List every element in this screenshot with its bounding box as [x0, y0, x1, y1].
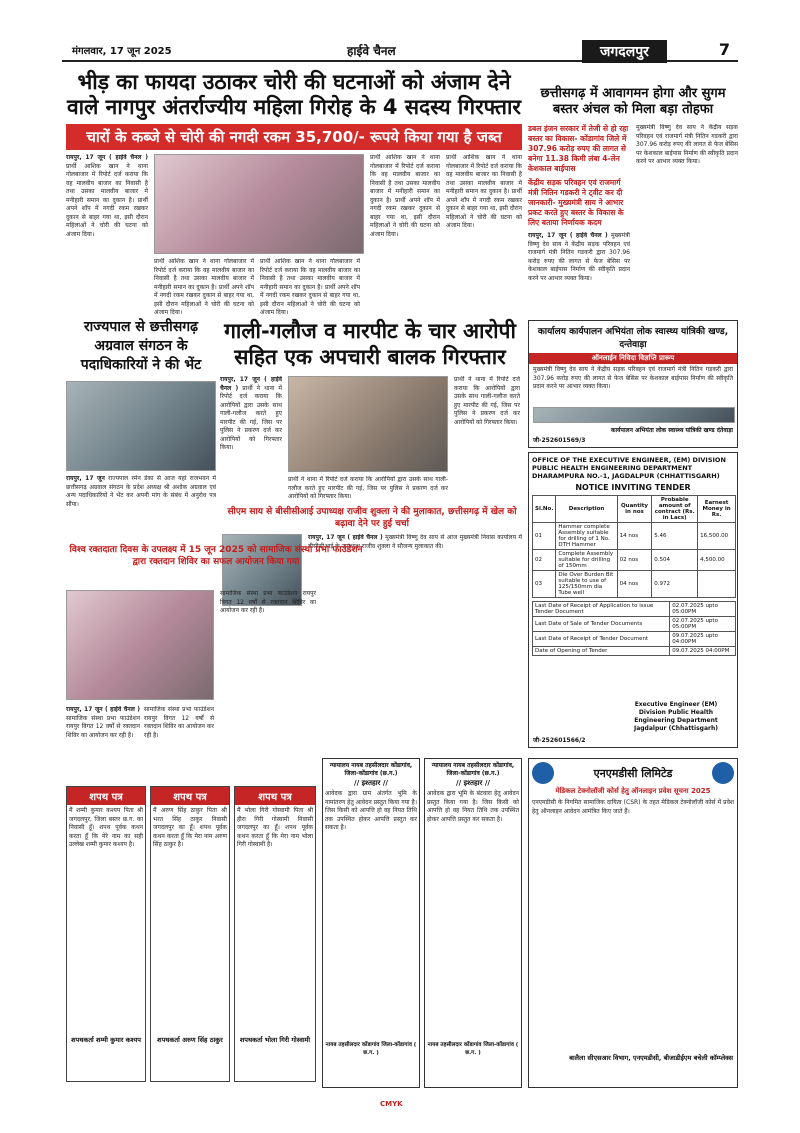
- story2-headline: छत्तीसगढ़ में आवागमन होगा और सुगम बस्तर अंचल को मिला बड़ा तोहफा: [540, 86, 726, 117]
- story5-dateline: रायपुर, 17 जून ( हाईवे चैनल ): [308, 534, 383, 541]
- tender1-office: कार्यालय कार्यपालन अभियंता लोक स्वास्थ्य यांत्रिकी खण्ड, दन्तेवाड़ा: [537, 327, 729, 350]
- notice-1-body: आवेदक द्वारा ग्राम अंतर्गत भूमि के नामांतरण हेतु आवेदन प्रस्तुत किया गया है। जिस किसी को आपत्ति हो वह नियत तिथि तक उपस्थित होकर आपत्ति प्रस्तुत कर सकता है।: [325, 790, 417, 831]
- issue-date: मंगलवार, 17 जून 2025: [72, 46, 172, 57]
- story1-body-2: प्रार्थी आशिक खान ने थाना गोलबाजार में रिपोर्ट दर्ज कराया कि वह मालवीय बाजार का निवासी है तथा उसका मालवीय बाजार में मनीहारी समान का दुकान है। प्रार्थी अपने शॉप में नगदी रकम रखकर दुकान से बाहर गया था, इसी दौरान महिलाओं ने चोरी की घटना को अंजाम दिया।: [154, 258, 254, 316]
- date-value: 02.07.2025 upto 05:00PM: [670, 617, 736, 632]
- date-label: Last Date of Receipt of Tender Document: [533, 632, 670, 647]
- page-header: [62, 40, 738, 62]
- affidavit-3-title: शपथ पत्र: [235, 787, 315, 805]
- tender2-dates: [532, 601, 736, 656]
- court-notice-1: [322, 758, 420, 1088]
- table-row: [533, 647, 736, 656]
- cell-desc: Hammer complete Assembly suitable for drilling of 1 No. DTH Hammer: [556, 523, 617, 550]
- notice-1-title: // इश्तहार //: [354, 779, 388, 787]
- story6-headline: विश्व रक्तदाता दिवस के उपलक्ष्य में 15 जून 2025 को सामाजिक संस्था प्रभा फाउंडेशन द्वारा रक्तदान शिविर का सफल आयोजन किया गया: [69, 545, 363, 567]
- edition-city: जगदलपुर: [582, 40, 667, 63]
- story4-body: प्रार्थी ने थाना में रिपोर्ट दर्ज कराया कि आरोपियों द्वारा उसके साथ गाली-गलौज करते हुए मारपीट की गई, जिस पर पुलिस ने प्रकरण दर्ज कर आरोपियों को गिरफ्तार किया।: [220, 384, 282, 451]
- date-label: Last Date of Sale of Tender Documents: [533, 617, 670, 632]
- story6-body-3: सामाजिक संस्था प्रभा फाउंडेशन रायपुर विगत 12 वर्षों से रक्तदान शिविर का आयोजन कर रही है।: [220, 590, 316, 614]
- tender2-signatory: Executive Engineer (EM) Division Public Health Engineering Department Jagdalpur (Chhattisgarh): [633, 701, 718, 732]
- story2-bullet-2: केंद्रीय सड़क परिवहन एवं राजमार्ग मंत्री नितिन गडकरी ने ट्वीट कर दी जानकारी- मुख्यमंत्री साय ने आभार प्रकट करते हुए बस्तर के विकास के लिए बताया निर्णायक कदम: [528, 178, 624, 227]
- affidavit-3-author: शपथकर्ता भोला गिरी गोस्वामी: [239, 1036, 311, 1044]
- cell-qty: 04 nos: [617, 571, 652, 598]
- tender2-table: [532, 495, 736, 598]
- cell-emd: [698, 571, 736, 598]
- table-row: [533, 523, 736, 550]
- cell-amt: 5.46: [652, 523, 698, 550]
- tender1-ref: जी-252601569/3: [533, 437, 586, 444]
- story1-body: प्रार्थी आशिक खान ने थाना गोलबाजार में रिपोर्ट दर्ज कराया कि वह मालवीय बाजार का निवासी है तथा उसका मालवीय बाजार में मनीहारी समान का दुकान है। प्रार्थी अपने शॉप में नगदी रकम रखकर दुकान से बाहर गया था, इसी दौरान महिलाओं ने चोरी की घटना को अंजाम दिया।: [66, 162, 148, 238]
- story6-body-2: सामाजिक संस्था प्रभा फाउंडेशन रायपुर विगत 12 वर्षों से रक्तदान शिविर का आयोजन कर रही है।: [144, 706, 214, 739]
- cell-amt: 0.504: [652, 550, 698, 571]
- affidavit-2: [150, 786, 230, 1082]
- tender2-office: OFFICE OF THE EXECUTIVE ENGINEER, (EM) DIVISION PUBLIC HEALTH ENGINEERING DEPARTMENT DHARAMPURA NO.-1, JAGDALPUR (CHHATTISGARH): [532, 456, 726, 480]
- tender1-officer: कार्यपालन अभियंता लोक स्वास्थ्य यांत्रिकी खण्ड दंतेवाड़ा: [610, 427, 733, 434]
- table-row: [533, 550, 736, 571]
- story2-body: मुख्यमंत्री विष्णु देव साय ने केंद्रीय सड़क परिवहन एवं राजमार्ग मंत्री नितिन गडकरी द्वारा 307.96 करोड़ रुपए की लागत से फेज बेसिस पर केशकाल बाईपास निर्माण की स्वीकृति प्रदान करने पर आभार व्यक्त किया।: [528, 232, 630, 282]
- cmyk-mark: CMYK: [380, 1100, 403, 1108]
- nmdc-subtitle: मेडिकल टेक्नोलॉजी कोर्स हेतु ऑनलाइन प्रवेश सूचना 2025: [555, 787, 711, 795]
- date-label: Date of Opening of Tender: [533, 647, 670, 656]
- story4-body-2: प्रार्थी ने थाना में रिपोर्ट दर्ज कराया कि आरोपियों द्वारा उसके साथ गाली-गलौज करते हुए मारपीट की गई, जिस पर पुलिस ने प्रकरण दर्ज कर आरोपियों को गिरफ्तार किया।: [288, 476, 448, 500]
- nmdc-logo-icon: [532, 762, 554, 784]
- date-label: Last Date of Receipt of Application to issue Tender Document: [533, 602, 670, 617]
- story6-body: सामाजिक संस्था प्रभा फाउंडेशन रायपुर विगत 12 वर्षों से रक्तदान शिविर का आयोजन कर रही है।: [66, 714, 140, 739]
- story4-body-3: प्रार्थी ने थाना में रिपोर्ट दर्ज कराया कि आरोपियों द्वारा उसके साथ गाली-गलौज करते हुए मारपीट की गई, जिस पर पुलिस ने प्रकरण दर्ज कर आरोपियों को गिरफ्तार किया।: [454, 376, 520, 426]
- notice-2-title: // इश्तहार //: [456, 779, 490, 787]
- story3-dateline: रायपुर, 17 जून: [66, 475, 105, 482]
- affidavit-1-body: मैं शम्मी कुमार कश्यप पिता श्री जगदलपुर, जिला बस्तर छ.ग. का निवासी हूँ। शपथ पूर्वक कथन करता हूँ कि मेरे नाम का सही उल्लेख शम्मी कुमार कश्यप है।: [69, 807, 143, 848]
- tender-dantewada: [528, 320, 738, 448]
- date-value: 09.07.2025 04:00PM: [670, 647, 736, 656]
- tender1-strip: [533, 407, 735, 423]
- affidavit-1: [66, 786, 146, 1082]
- date-value: 09.07.2025 upto 04:00PM: [670, 632, 736, 647]
- cell-desc: Die Over Burden Bit suitable to use of 125/150mm dia Tube well: [556, 571, 617, 598]
- table-row: [533, 617, 736, 632]
- cell-emd: 16,500.00: [698, 523, 736, 550]
- nmdc-logo-right-icon: [712, 762, 734, 784]
- tender2-ref: जी-252601566/2: [533, 737, 586, 744]
- story6-dateline: रायपुर, 17 जून ( हाईवे चैनल ): [66, 706, 140, 713]
- nmdc-body: एनएमडीसी के निगमित सामाजिक दायित्व (CSR) के तहत मेडिकल टेक्नोलॉजी कोर्स में प्रवेश हेतु ऑनलाइन आवेदन आमंत्रित किए जाते हैं।: [532, 799, 734, 815]
- table-row: [533, 632, 736, 647]
- story1-body-4: प्रार्थी आशिक खान ने थाना गोलबाजार में रिपोर्ट दर्ज कराया कि वह मालवीय बाजार का निवासी है तथा उसका मालवीय बाजार में मनीहारी समान का दुकान है। प्रार्थी अपने शॉप में नगदी रकम रखकर दुकान से बाहर गया था, इसी दौरान महिलाओं ने चोरी की घटना को अंजाम दिया।: [370, 154, 440, 238]
- accused-photo: [288, 376, 448, 472]
- col-amt: Probable amount of contract (Rs. in Lacs): [652, 496, 698, 523]
- story3-body: राज्यपाल रमेन डेका से आज यहां राजभवन में छत्तीसगढ़ अग्रवाल संगठन के प्रदेश अध्यक्ष श्री अशोक अग्रवाल एवं अन्य पदाधिकारियों ने भेंट कर अपनी मांग के संबंध में अनुरोध पत्र सौंपा।: [66, 475, 216, 508]
- story5-headline: सीएम साय से बीसीसीआई उपाध्यक्ष राजीव शुक्ला ने की मुलाकात, छत्तीसगढ़ में खेल को बढ़ावा देने पर हुई चर्चा: [227, 507, 517, 529]
- story1-body-3: प्रार्थी आशिक खान ने थाना गोलबाजार में रिपोर्ट दर्ज कराया कि वह मालवीय बाजार का निवासी है तथा उसका मालवीय बाजार में मनीहारी समान का दुकान है। प्रार्थी अपने शॉप में नगदी रकम रखकर दुकान से बाहर गया था, इसी दौरान महिलाओं ने चोरी की घटना को अंजाम दिया।: [260, 258, 360, 316]
- cell-sl: 03: [533, 571, 556, 598]
- cell-sl: 01: [533, 523, 556, 550]
- notice-2-body: आवेदक द्वारा भूमि के बंटवारा हेतु आवेदन प्रस्तुत किया गया है। जिस किसी को आपत्ति हो वह नियत तिथि तक उपस्थित होकर आपत्ति प्रस्तुत कर सकता है।: [427, 790, 519, 823]
- tender1-body: मुख्यमंत्री विष्णु देव साय ने केंद्रीय सड़क परिवहन एवं राजमार्ग मंत्री नितिन गडकरी द्वारा 307.96 करोड़ रुपए की लागत से फेज बेसिस पर केशकाल बाईपास निर्माण की स्वीकृति प्रदान करने पर आभार व्यक्त किया।: [533, 366, 733, 390]
- nmdc-title: एनएमडीसी लिमिटेड: [593, 766, 673, 780]
- story2-body-2: मुख्यमंत्री विष्णु देव साय ने केंद्रीय सड़क परिवहन एवं राजमार्ग मंत्री नितिन गडकरी द्वारा 307.96 करोड़ रुपए की लागत से फेज बेसिस पर केशकाल बाईपास निर्माण की स्वीकृति प्रदान करने पर आभार व्यक्त किया।: [636, 124, 738, 165]
- story3-headline: राज्यपाल से छत्तीसगढ़ अग्रवाल संगठन के पदाधिकारियों ने की भेंट: [80, 319, 202, 373]
- governor-photo: [66, 381, 216, 471]
- court-notice-2: [424, 758, 522, 1088]
- story4-headline: गाली-गलौज व मारपीट के चार आरोपी सहित एक अपचारी बालक गिरफ्तार: [224, 319, 516, 369]
- cell-qty: 02 nos: [617, 550, 652, 571]
- story4-dateline: रायपुर, 17 जून ( हाईवे चैनल ): [220, 376, 282, 392]
- cell-amt: 0.972: [652, 571, 698, 598]
- blood-camp-photo: [66, 590, 214, 700]
- story1-body-5: प्रार्थी आशिक खान ने थाना गोलबाजार में रिपोर्ट दर्ज कराया कि वह मालवीय बाजार का निवासी है तथा उसका मालवीय बाजार में मनीहारी समान का दुकान है। प्रार्थी अपने शॉप में नगदी रकम रखकर दुकान से बाहर गया था, इसी दौरान महिलाओं ने चोरी की घटना को अंजाम दिया।: [446, 154, 522, 229]
- date-value: 02.07.2025 upto 05:00PM: [670, 602, 736, 617]
- notice-1-office: न्यायालय नायब तहसीलदार कोंडागांव, जिला-कोंडागांव (छ.ग.): [329, 762, 413, 777]
- notice-2-office: न्यायालय नायब तहसीलदार कोंडागांव, जिला-कोंडागांव (छ.ग.): [431, 762, 515, 777]
- tender-jagdalpur: [528, 452, 738, 748]
- affidavit-1-author: शपथकर्ता शम्मी कुमार कश्यप: [71, 1036, 141, 1044]
- affidavit-1-title: शपथ पत्र: [67, 787, 145, 805]
- cell-emd: 4,500.00: [698, 550, 736, 571]
- story1-dateline: रायपुर, 17 जून ( हाईवे चैनल ): [66, 154, 148, 161]
- col-emd: Earnest Money in Rs.: [698, 496, 736, 523]
- table-row: [533, 571, 736, 598]
- affidavit-2-title: शपथ पत्र: [151, 787, 229, 805]
- affidavit-2-author: शपथकर्ता अरुण सिंह ठाकुर: [157, 1036, 223, 1044]
- notice-1-sign: नायब तहसीलदार कोंडागांव जिला-कोंडागांव ( छ.ग. ): [325, 1042, 417, 1056]
- arrested-women-photo: [154, 154, 364, 254]
- col-desc: Description: [556, 496, 617, 523]
- cell-sl: 02: [533, 550, 556, 571]
- affidavit-3: [234, 786, 316, 1082]
- notice-2-sign: नायब तहसीलदार कोंडागांव जिला-कोंडागांव ( छ.ग. ): [427, 1042, 519, 1056]
- nmdc-notice: [528, 758, 738, 1088]
- col-qty: Quantity in nos: [617, 496, 652, 523]
- tender1-subtitle: ऑनलाईन निविदा विज्ञप्ति प्रारूप: [529, 353, 737, 364]
- story5-body: मुख्यमंत्री विष्णु देव साय से आज मुख्यमंत्री निवास कार्यालय में बीसीसीआई के उपाध्यक्ष राजीव शुक्ला ने सौजन्य मुलाकात की।: [308, 534, 522, 550]
- affidavits: [66, 786, 316, 1086]
- col-sl: Sl.No.: [533, 496, 556, 523]
- story1-subhead: चारों के कब्जे से चोरी की नगदी रकम 35,700/- रूपये किया गया है जब्त: [66, 124, 522, 150]
- story-blood-donation: [66, 544, 363, 568]
- affidavit-3-body: मैं भोला गिरी गोस्वामी पिता श्री हीरा गिरी गोस्वामी निवासी जगदलपुर का हूँ। शपथ पूर्वक कथन करता हूँ कि मेरा नाम भोला गिरी गोस्वामी है।: [237, 807, 313, 848]
- table-row: [533, 602, 736, 617]
- story2-dateline: रायपुर, 17 जून ( हाईवे चैनल ): [528, 232, 608, 239]
- tender2-title: NOTICE INVITING TENDER: [575, 483, 691, 492]
- affidavit-2-body: मैं अरुण सिंह ठाकुर पिता श्री भरत सिंह ठाकुर निवासी जगदलपुर का हूँ। शपथ पूर्वक कथन करता हूँ कि मेरा नाम अरुण सिंह ठाकुर है।: [153, 807, 227, 848]
- paper-name: हाईवे चैनल: [347, 44, 396, 58]
- story-bastar-bypass: [528, 86, 738, 344]
- story2-bullet-1: डबल इंजन सरकार में तेजी से हो रहा बस्तर का विकास- कोंडागांव जिले में 307.96 करोड़ रुपए की लागत से बनेगा 11.38 किमी लंबा 4-लेन केशकाल बाईपास: [528, 124, 629, 173]
- cell-desc: Complete Assembly suitable for drilling of 150mm: [556, 550, 617, 571]
- page-number: 7: [718, 40, 730, 59]
- nmdc-footer: बालैला सीएसआर विभाग, एनएमडीसी, बीजाडीईएम बचेली कॉम्प्लेक्स: [569, 1054, 733, 1062]
- story-governor-meeting: [66, 318, 216, 530]
- story1-headline: भीड़ का फायदा उठाकर चोरी की घटनाओं को अंजाम देने वाले नागपुर अंतर्राज्यीय महिला गिरोह के 4 सदस्य गिरफ्तार: [67, 70, 521, 119]
- cell-qty: 14 nos: [617, 523, 652, 550]
- story-assault-arrest: [220, 318, 520, 526]
